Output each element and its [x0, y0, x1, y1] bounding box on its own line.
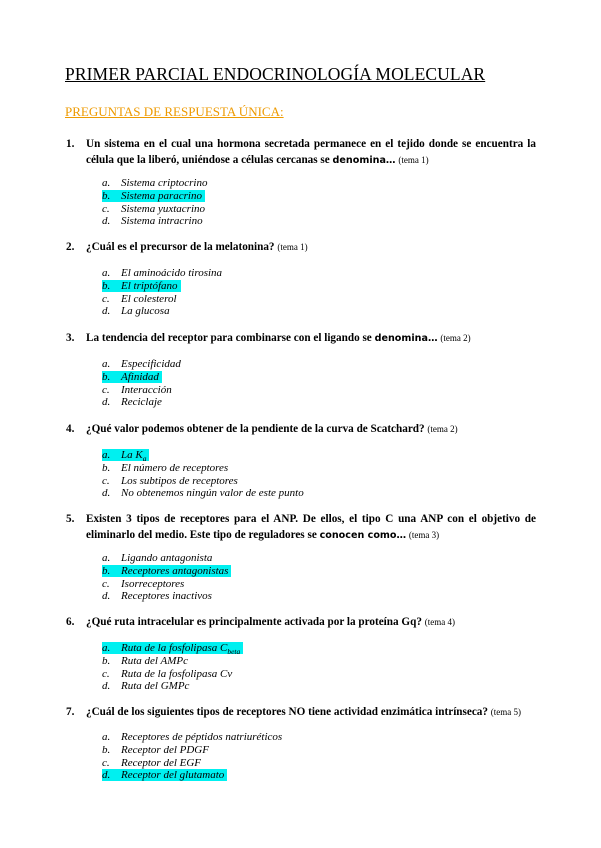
options-5	[102, 552, 231, 603]
option-b-correct: b. El triptófano	[102, 280, 222, 293]
option-c: c. Interacción	[102, 383, 172, 396]
question-7	[66, 705, 536, 721]
option-b: b. Receptor del PDGF	[102, 743, 209, 756]
option-c: c. Isorreceptores	[102, 577, 185, 590]
option-a-correct: a. La $K_a$	[102, 449, 304, 462]
option-a: a. Receptores de péptidos natriuréticos	[102, 731, 283, 743]
option-d: d. Reciclaje	[102, 396, 162, 409]
question-topic: (tema 5)	[490, 707, 522, 717]
question-6	[66, 615, 536, 631]
question-topic: (tema 4)	[424, 617, 455, 627]
option-c: c. Receptor del EGF	[102, 756, 202, 769]
option-a: a. Ligando antagonista	[102, 552, 213, 564]
option-b: b. Ruta del AMPc	[102, 654, 188, 667]
option-d: d. Ruta del GMPc	[102, 680, 190, 693]
question-topic: (tema 2)	[440, 333, 471, 343]
option-d: d. No obtenemos ningún valor de este punto	[102, 487, 304, 500]
question-number: 6.	[66, 616, 75, 628]
question-text: La tendencia del receptor para combinarse con el ligando se	[86, 332, 372, 344]
question-text: Un sistema en el cual una hormona secretada permanece en el tejido donde se encuentra la célula que la liberó, uniéndose a células cercanas se	[86, 138, 536, 166]
question-emphasis: conocen como…	[319, 529, 407, 541]
option-d-correct: d. Receptor del glutamato	[102, 769, 282, 782]
question-number: 4.	[66, 423, 75, 435]
question-topic: (tema 3)	[408, 529, 440, 540]
options-2	[102, 267, 222, 318]
option-a: a. Sistema criptocrino	[102, 177, 208, 189]
option-c: c. Ruta de la fosfolipasa Cv	[102, 667, 233, 680]
document-title: PRIMER PARCIAL ENDOCRINOLOGÍA MOLECULAR	[65, 64, 486, 84]
question-text: ¿Cuál de los siguientes tipos de receptores NO tiene actividad enzimática intrínseca?	[86, 706, 488, 718]
options-4	[102, 449, 304, 500]
question-number: 2.	[66, 241, 75, 253]
option-c: c. Los subtipos de receptores	[102, 474, 238, 487]
question-topic: (tema 2)	[427, 424, 458, 434]
question-1	[66, 137, 536, 168]
option-d: d. Sistema intracrino	[102, 215, 203, 228]
question-text: ¿Qué valor podemos obtener de la pendiente de la curva de Scatchard?	[86, 423, 425, 435]
question-3	[66, 331, 536, 347]
options-1	[102, 177, 207, 228]
question-number: 5.	[66, 513, 75, 525]
option-c: c. El colesterol	[102, 292, 177, 305]
option-a: a. El aminoácido tirosina	[102, 267, 223, 279]
option-b-correct: b. Afinidad	[102, 371, 181, 384]
question-5	[66, 512, 536, 543]
question-number: 3.	[66, 332, 75, 344]
option-a-correct: a. Ruta de la fosfolipasa $C_{beta}$	[102, 642, 243, 655]
question-text: ¿Qué ruta intracelular es principalmente activada por la proteína Gq?	[86, 616, 422, 628]
question-text: ¿Cuál es el precursor de la melatonina?	[86, 241, 275, 253]
question-number: 7.	[66, 706, 75, 718]
option-b-correct: b. Receptores antagonistas	[102, 565, 231, 578]
option-d: d. La glucosa	[102, 305, 170, 318]
options-3	[102, 358, 181, 409]
options-7	[102, 731, 282, 782]
option-a: a. Especificidad	[102, 358, 181, 370]
section-heading: PREGUNTAS DE RESPUESTA ÚNICA:	[65, 104, 284, 119]
option-d: d. Receptores inactivos	[102, 590, 212, 603]
question-emphasis: denomina…	[374, 333, 438, 344]
question-topic: (tema 1)	[398, 154, 429, 165]
question-topic: (tema 1)	[277, 242, 308, 252]
question-2	[66, 240, 536, 256]
question-emphasis: denomina…	[332, 154, 396, 166]
question-number: 1.	[66, 138, 75, 150]
option-b-correct: b. Sistema paracrino	[102, 190, 207, 203]
question-text: Existen 3 tipos de receptores para el ANP. De ellos, el tipo C una ANP con el objetivo de eliminarlo del medio. Este tipo de reguladores se	[86, 513, 536, 541]
option-b: b. El número de receptores	[102, 461, 229, 474]
option-c: c. Sistema yuxtacrino	[102, 202, 206, 215]
question-4	[66, 422, 536, 438]
options-6	[102, 642, 243, 693]
